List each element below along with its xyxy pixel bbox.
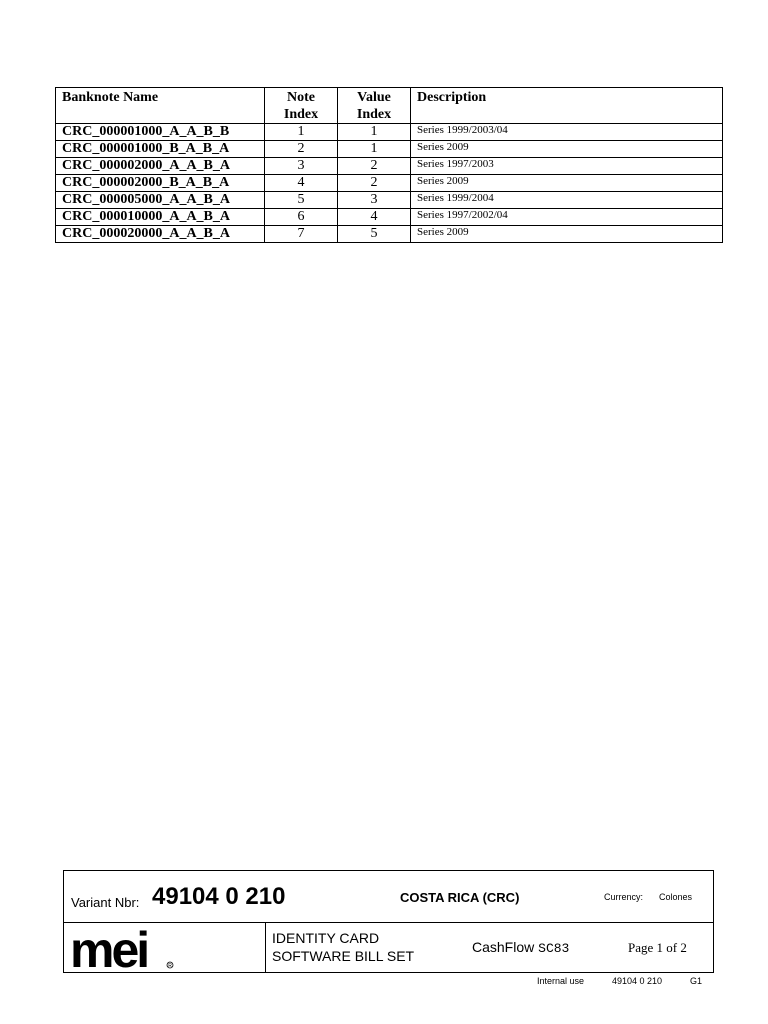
description-cell: Series 1997/2003 [411, 158, 723, 175]
note-index-cell: 7 [265, 226, 338, 243]
variant-label: Variant Nbr: [71, 895, 140, 910]
table-row [56, 141, 723, 158]
mei-logo [69, 925, 179, 971]
note-index-cell: 6 [265, 209, 338, 226]
banknote-name-cell: CRC_000002000_B_A_B_A [56, 175, 265, 192]
note-index-cell: 3 [265, 158, 338, 175]
banknote-table [55, 87, 723, 243]
note-index-cell: 4 [265, 175, 338, 192]
banknote-name-cell: CRC_000001000_B_A_B_A [56, 141, 265, 158]
value-index-cell: 5 [338, 226, 411, 243]
description-cell: Series 2009 [411, 175, 723, 192]
header-value-index: Value Index [338, 88, 411, 124]
revision: G1 [690, 976, 703, 986]
table-row [56, 175, 723, 192]
value-index-cell: 1 [338, 124, 411, 141]
country-name: COSTA RICA (CRC) [400, 890, 520, 905]
description-cell: Series 2009 [411, 141, 723, 158]
note-index-cell: 5 [265, 192, 338, 209]
value-index-cell: 2 [338, 175, 411, 192]
banknote-name-cell: CRC_000001000_A_A_B_B [56, 124, 265, 141]
currency-value: Colones [659, 892, 693, 902]
value-index-cell: 2 [338, 158, 411, 175]
description-cell: Series 1999/2003/04 [411, 124, 723, 141]
table-row [56, 226, 723, 243]
header-banknote-name: Banknote Name [56, 88, 265, 124]
title-block-divider [265, 923, 266, 973]
header-note-index: Note Index [265, 88, 338, 124]
document-title-line2: SOFTWARE BILL SET [272, 948, 415, 964]
table-row [56, 158, 723, 175]
description-cell: Series 2009 [411, 226, 723, 243]
banknote-name-cell: CRC_000010000_A_A_B_A [56, 209, 265, 226]
document-title-line1: IDENTITY CARD [272, 930, 380, 946]
note-index-cell: 1 [265, 124, 338, 141]
page-indicator: Page 1 of 2 [628, 940, 687, 955]
description-cell: Series 1999/2004 [411, 192, 723, 209]
table-row [56, 192, 723, 209]
table-body [56, 124, 723, 243]
table-row [56, 209, 723, 226]
banknote-name-cell: CRC_000020000_A_A_B_A [56, 226, 265, 243]
description-cell: Series 1997/2002/04 [411, 209, 723, 226]
product-model: SC83 [538, 941, 570, 956]
title-block [63, 870, 714, 973]
value-index-cell: 4 [338, 209, 411, 226]
mei-logo-text: mei [70, 925, 148, 971]
table-row [56, 124, 723, 141]
note-index-cell: 2 [265, 141, 338, 158]
banknote-name-cell: CRC_000002000_A_A_B_A [56, 158, 265, 175]
table-header-row [56, 88, 723, 124]
product-name: CashFlow SC83 [472, 939, 570, 956]
currency-label: Currency: [604, 892, 644, 902]
value-index-cell: 1 [338, 141, 411, 158]
usage-note: Internal use [537, 976, 585, 986]
title-block-top [64, 871, 713, 923]
variant-number: 49104 0 210 [152, 883, 286, 910]
header-description: Description [411, 88, 723, 124]
value-index-cell: 3 [338, 192, 411, 209]
svg-text:R: R [168, 963, 172, 969]
document-number: 49104 0 210 [612, 976, 663, 986]
banknote-name-cell: CRC_000005000_A_A_B_A [56, 192, 265, 209]
